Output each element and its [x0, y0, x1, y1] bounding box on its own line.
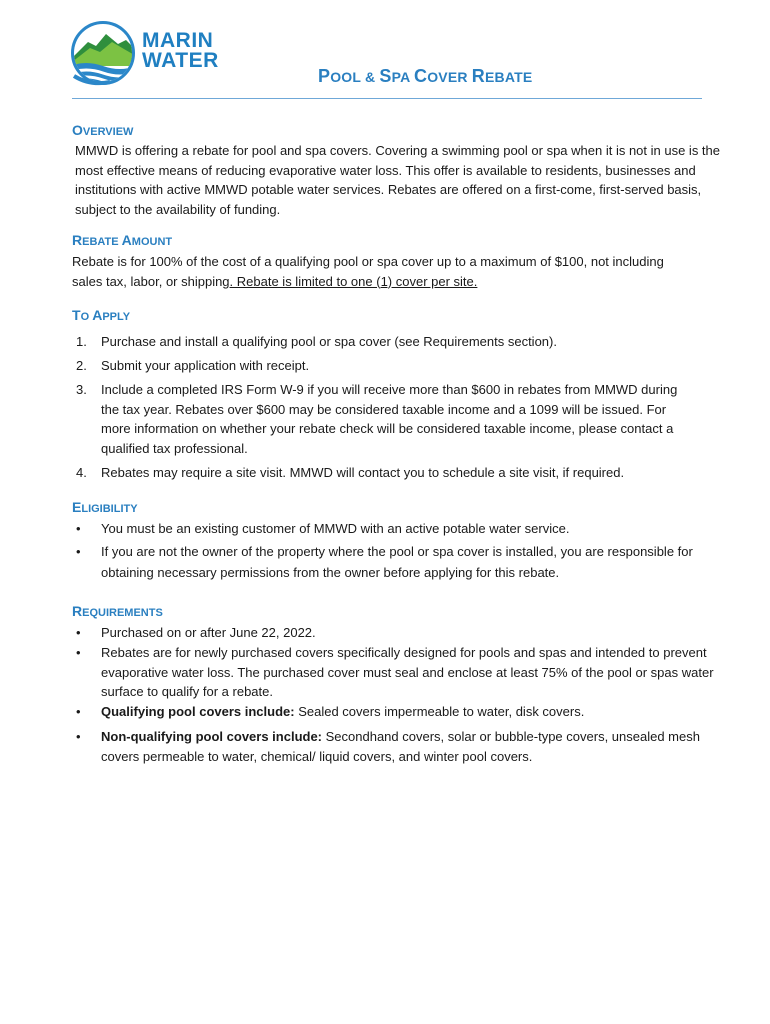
requirement-item: • Purchased on or after June 22, 2022. [76, 625, 316, 640]
title-divider [72, 98, 702, 99]
logo-emblem-icon [70, 18, 136, 92]
requirements-heading: REQUIREMENTS [72, 603, 163, 619]
overview-text: MMWD is offering a rebate for pool and spa covers. Covering a swimming pool or spa when it is not in use is the most effective means of reducing evaporative water loss. This offer is available to residents, businesses and institutions with active MMWD potable water services. Rebates are offered on a first-come, first-served basis, subject to the availability of funding. [75, 143, 721, 217]
apply-step: 1. Purchase and install a qualifying pool or spa cover (see Requirements section). [76, 334, 557, 349]
non-qualifying-label: Non-qualifying pool covers include: [101, 729, 323, 744]
overview-heading: OVERVIEW [72, 122, 134, 138]
logo-line2: WATER [142, 49, 219, 72]
to-apply-heading: TO APPLY [72, 307, 131, 323]
logo-wordmark [142, 31, 219, 71]
rebate-amount-heading: REBATE AMOUNT [72, 232, 173, 248]
eligibility-item: • You must be an existing customer of MMWD with an active potable water service. [76, 521, 570, 536]
requirement-item: • Non-qualifying pool covers include: Secondhand covers, solar or bubble-type covers, unsealed mesh covers permeable to water, chemical/ liquid covers, and winter pool covers. [76, 729, 700, 764]
apply-step: 2. Submit your application with receipt. [76, 358, 310, 373]
qualifying-label: Qualifying pool covers include: [101, 704, 295, 719]
eligibility-heading: ELIGIBILITY [72, 499, 138, 515]
requirement-item: • Rebates are for newly purchased covers specifically designed for pools and spas and intended to prevent evaporative water loss. The purchased cover must seal and enclose at least 75% of the pool or spas water surface to qualify for a rebate. [76, 645, 714, 699]
eligibility-item: • If you are not the owner of the property where the pool or spa cover is installed, you are responsible for obtaining necessary permissions from the owner before applying for this rebate. [76, 544, 693, 580]
apply-step: 4. Rebates may require a site visit. MMWD will contact you to schedule a site visit, if required. [76, 465, 625, 480]
marin-water-logo [70, 18, 220, 94]
rebate-amount-text: Rebate is for 100% of the cost of a qualifying pool or spa cover up to a maximum of $100, not including sales tax, labor, or shipping. Rebate is limited to one (1) cover per site. [72, 254, 664, 289]
apply-step: 3. Include a completed IRS Form W-9 if you will receive more than $600 in rebates from MMWD during the tax year. Rebates over $600 may be considered taxable income and a 1099 will be issued. For more information on whether your rebate check will be considered taxable income, please contact a qualified tax professional. [76, 382, 678, 456]
requirement-item: • Qualifying pool covers include: Sealed covers impermeable to water, disk covers. [76, 704, 585, 719]
logo-line1: MARIN [142, 29, 214, 52]
page-title: POOL & SPA COVER REBATE [318, 66, 533, 86]
rebate-limit-note: . Rebate is limited to one (1) cover per site. [229, 273, 478, 289]
